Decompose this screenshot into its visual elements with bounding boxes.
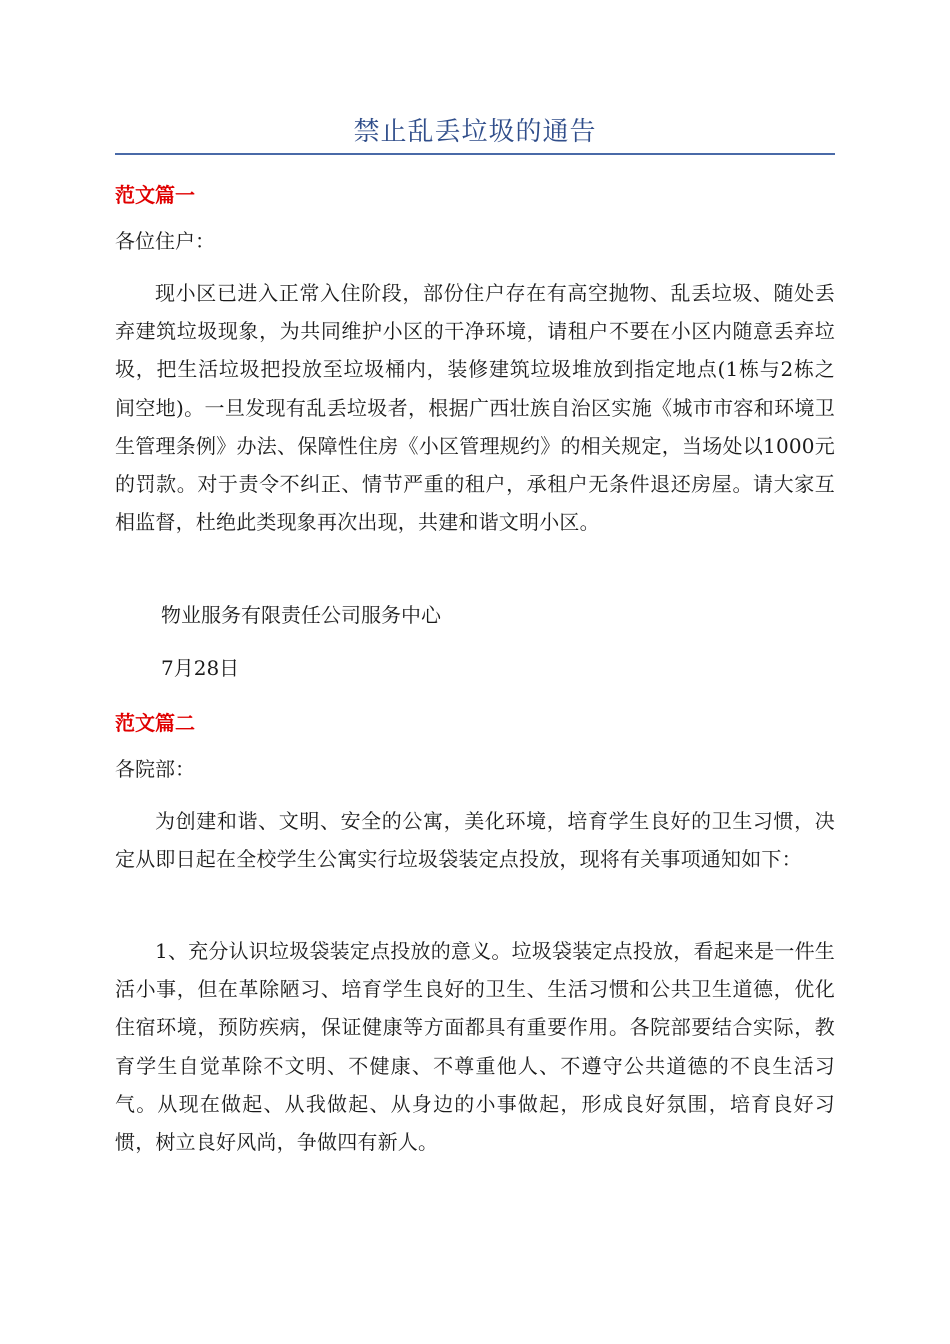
salutation-2: 各院部： (115, 757, 195, 781)
signature-1: 物业服务有限责任公司服务中心 (161, 603, 441, 627)
title-underline (115, 153, 835, 155)
section-heading-2: 范文篇二 (115, 711, 195, 735)
document-title: 禁止乱丢垃圾的通告 (353, 117, 597, 147)
section-heading-1: 范文篇一 (115, 183, 195, 207)
salutation-1: 各位住户： (115, 229, 215, 253)
paragraph-1-1: 现小区已进入正常入住阶段，部份住户存在有高空抛物、乱丢垃圾、随处丢弃建筑垃圾现象，为共同维护小区的干净环境，请租户不要在小区内随意丢弃垃圾，把生活垃圾把投放至垃圾桶内，装修建筑垃圾堆放到指定地点(1栋与2栋之间空地)。一旦发现有乱丢垃圾者，根据广西壮族自治区实施《城市市容和环境卫生管理条例》办法、保障性住房《小区管理规约》的相关规定，当场处以1000元的罚款。对于责令不纠正、情节严重的租户，承租户无条件退还房屋。请大家互相监督，杜绝此类现象再次出现，共建和谐文明小区。 (115, 281, 835, 535)
date-1: 7月28日 (161, 656, 240, 680)
paragraph-2-1: 为创建和谐、文明、安全的公寓，美化环境，培育学生良好的卫生习惯，决定从即日起在全校学生公寓实行垃圾袋装定点投放，现将有关事项通知如下： (115, 809, 835, 872)
paragraph-2-2: 1、充分认识垃圾袋装定点投放的意义。垃圾袋装定点投放，看起来是一件生活小事，但在革除陋习、培育学生良好的卫生、生活习惯和公共卫生道德，优化住宿环境，预防疾病，保证健康等方面都具有重要作用。各院部要结合实际，教育学生自觉革除不文明、不健康、不尊重他人、不遵守公共道德的不良生活习气。从现在做起、从我做起、从身边的小事做起，形成良好氛围，培育良好习惯，树立良好风尚，争做四有新人。 (115, 939, 835, 1155)
